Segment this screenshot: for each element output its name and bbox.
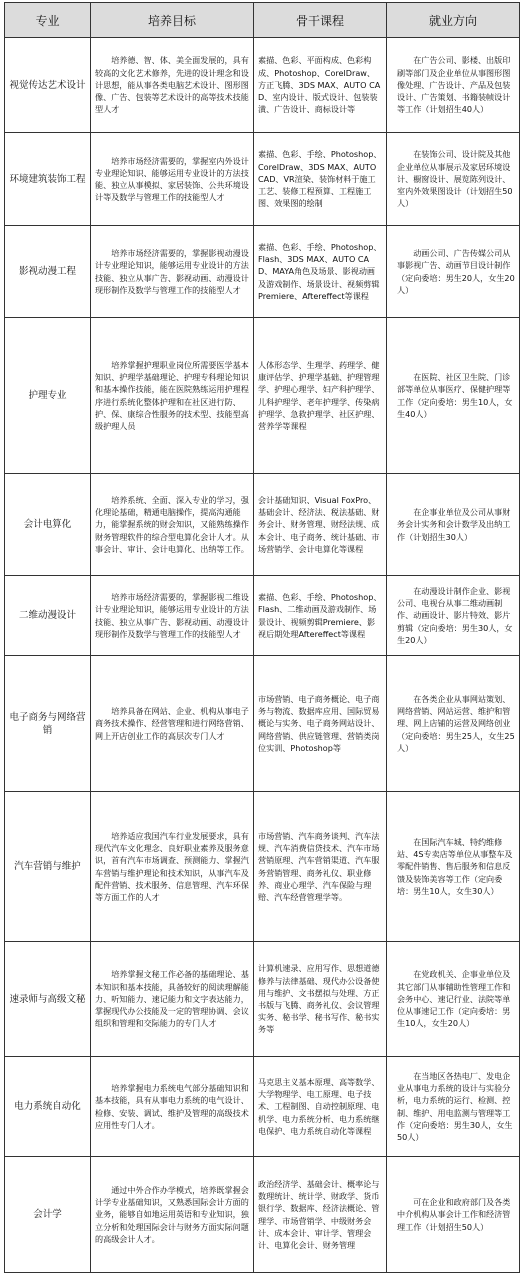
major-name: 环境建筑装饰工程 xyxy=(5,133,91,226)
jobs-text: 在党政机关、企事业单位及其它部门从事辅助性管理工作和会务中心、速记行业、法院等单位从事速记工作（定向委培：男生10人，女生20人） xyxy=(387,942,520,1057)
courses-text: 市场营销、电子商务概论、电子商务与物流、数据库应用、国际贸易概论与实务、电子商务网站设计、网络营销、供应链管理、营销类岗位实训、Photoshop等 xyxy=(254,656,387,792)
goal-text: 培养市场经济需要的，掌握室内外设计专业理论知识、能够运用专业设计的方法技能、独立从事模拟、家居装饰、公共环境设计等及数学与管理工作的技能型人才 xyxy=(91,133,254,226)
table-row xyxy=(5,1157,520,1273)
goal-text: 培养市场经济需要的，掌握影视动漫设计专业理论知识，能够运用专业设计的方法技能、独立从事广告、影视动画、动漫设计现形制作及数学与管理工作的技能型人才 xyxy=(91,226,254,318)
goal-text: 培养掌握护理职业岗位所需要医学基本知识、护理学基础理论、护理专科理论知识和基本操作技能，能在医院熟练运用护理程序进行系统化整体护理和在社区进行防、护、保、康综合性服务的技术型、技能型高级护理人员 xyxy=(91,318,254,474)
major-name: 二维动漫设计 xyxy=(5,576,91,656)
table-row xyxy=(5,942,520,1057)
header-major: 专业 xyxy=(5,3,91,38)
major-name: 影视动漫工程 xyxy=(5,226,91,318)
jobs-text: 在动漫设计制作企业、影视公司、电视台从事二维动画制作、动画设计、影片特效、影片剪辑（定向委培：男生30人，女生20人） xyxy=(387,576,520,656)
header-jobs: 就业方向 xyxy=(387,3,520,38)
jobs-text: 在当地区各热电厂、发电企业从事电力系统的设计与实验分析，电力系统的运行、检测、控制、维护、用电监测与管理等工作（定向委培：男生30人，女生50人） xyxy=(387,1057,520,1157)
goal-text: 培养德、智、体、美全面发展的，具有较高的文化艺术修养，先进的设计理念和设计思想，能从事各类电脑艺术设计、图形图像、广告、包装等艺术设计的高等技术技能型人才 xyxy=(91,38,254,133)
jobs-text: 在医院、社区卫生院、门诊部等单位从事医疗、保健护理等工作（定向委培：男生10人，女生40人） xyxy=(387,318,520,474)
major-name: 会计电算化 xyxy=(5,474,91,576)
major-name: 视觉传达艺术设计 xyxy=(5,38,91,133)
table-row xyxy=(5,474,520,576)
table-row xyxy=(5,318,520,474)
goal-text: 培养适应我国汽车行业发展要求，具有现代汽车文化理念、良好职业素养及服务意识，首有汽车市场调查、预测能力、掌握汽车营销与维护理论和技术知识，从事汽车及配件营销、技术服务、信息管理、汽车环保等方面工作的人才 xyxy=(91,792,254,942)
header-row xyxy=(5,3,520,38)
jobs-text: 在企事业单位及公司从事财务会计实务和会计数学及出纳工作（计划招生30人） xyxy=(387,474,520,576)
courses-text: 政治经济学、基础会计、概率论与数理统计、统计学、财政学、货币银行学、数据库、经济法概论、管理学、市场营销学、中级财务会计、成本会计、审计学、管理会计、电算化会计、财务管理 xyxy=(254,1157,387,1273)
courses-text: 素描、色彩、手绘、Photoshop、CorelDraw、3DS MAX、AUTO CAD、VR渲染、装饰材料于施工工艺、装修工程预算、工程施工图、效果图的绘制 xyxy=(254,133,387,226)
courses-text: 素描、色彩、手绘、Photoshop、Flash、二维动画及游戏制作、场景设计、视频剪辑Premiere、影视后期处理Aftereffect等课程 xyxy=(254,576,387,656)
major-name: 会计学 xyxy=(5,1157,91,1273)
jobs-text: 在国际汽车城、特约维修站、4S专卖店等单位从事整车及零配件销售、售后服务和信息反馈及装饰美容等工作（定向委培：男生10人，女生30人） xyxy=(387,792,520,942)
major-name: 电子商务与网络营销 xyxy=(5,656,91,792)
jobs-text: 在装饰公司、设计院及其他企业单位从事展示及家居环境设计、橱窗设计、展览陈列设计、室内外效果图设计（计划招生50人） xyxy=(387,133,520,226)
major-name: 电力系统自动化 xyxy=(5,1057,91,1157)
jobs-text: 动画公司、广告传媒公司从事影视广告、动画节目设计制作（定向委培：男生20人，女生20人） xyxy=(387,226,520,318)
goal-text: 通过中外合作办学模式，培养既掌握会计学专业基础知识，又熟悉国际会计方面的业务，能够自如地运用英语和专业知识，独立分析和处理国际会计与财务方面实际问题的高级会计人才。 xyxy=(91,1157,254,1273)
table-row xyxy=(5,38,520,133)
courses-text: 马克思主义基本原理、高等数学、大学物理学、电工原理、电子技术、工程制图、自动控制原理、电机学、电力系统分析、电力系统继电保护、电力系统自动化等课程 xyxy=(254,1057,387,1157)
table-row xyxy=(5,656,520,792)
courses-text: 市场营销、汽车商务谈判、汽车法规、汽车消费信贷技术、汽车市场营销原理、汽车营销渠道、汽车服务营销管理、商务礼仪、职业修养、商业心理学、汽车保险与理赔、汽车经营管理学等。 xyxy=(254,792,387,942)
header-courses: 骨干课程 xyxy=(254,3,387,38)
table-row xyxy=(5,133,520,226)
table-row xyxy=(5,576,520,656)
courses-text: 素描、色彩、平面构成、色彩构成、Photoshop、CorelDraw、方正飞腾、3DS MAX、AUTO CAD、室内设计、版式设计、包装装潢、广告设计、商标设计等 xyxy=(254,38,387,133)
jobs-text: 在广告公司、影楼、出版印刷等部门及企业单位从事图形图像处理、广告设计、产品及包装设计、广告策划、书籍装帧设计等工作（计划招生40人） xyxy=(387,38,520,133)
goal-text: 培养系统、全面、深入专业的学习，强化理论基础，精通电脑操作，提高沟通能力，能掌握系统的财会知识，又能熟练操作财务管理软件的综合型电算化会计人才。从事会计、审计、会计电算化、出纳等工作。 xyxy=(91,474,254,576)
major-name: 汽车营销与维护 xyxy=(5,792,91,942)
courses-text: 人体形态学、生理学、药理学、健康评估学、护理学基础、护理管理学、护理心理学、妇产科护理学、儿科护理学、老年护理学、传染病护理学、急救护理学、社区护理、营养学等课程 xyxy=(254,318,387,474)
courses-text: 会计基础知识、Visual FoxPro、基础会计、经济法、税法基础、财务会计、财务管理、财经法规、成本会计、电子商务、统计基础、市场营销学、会计电算化等课程 xyxy=(254,474,387,576)
courses-text: 计算机速录、应用写作、思想道德修养与法律基础、现代办公设备使用与维护、文书摆拟与处理、方正书版与飞腾、商务礼仪、会议管理实务、秘书学、秘书写作、秘书实务等 xyxy=(254,942,387,1057)
header-goal: 培养目标 xyxy=(91,3,254,38)
major-name: 护理专业 xyxy=(5,318,91,474)
majors-table xyxy=(4,2,520,1273)
jobs-text: 可在企业和政府部门及各类中介机构从事会计工作和经济管理工作（计划招生50人） xyxy=(387,1157,520,1273)
goal-text: 培养掌握文秘工作必备的基础理论、基本知识和基本技能，具备较好的阅读理解能力、听知能力、速记能力和文字表达能力，掌握现代办公技能及一定的管理协调、会议组织和管理和交际能力的专门人才 xyxy=(91,942,254,1057)
goal-text: 培养具备在网站、企业、机构从事电子商务技术操作、经营管理和进行网络营销、网上开店创业工作的高层次专门人才 xyxy=(91,656,254,792)
major-name: 速录师与高级文秘 xyxy=(5,942,91,1057)
goal-text: 培养掌握电力系统电气部分基础知识和基本技能，具有从事电力系统的电气设计、检修、安装、调试、维护及管理的高级技术应用性专门人才。 xyxy=(91,1057,254,1157)
table-row xyxy=(5,1057,520,1157)
goal-text: 培养市场经济需要的，掌握影视二维设计专业理论知识，能够运用专业设计的方法技能、独立从事广告、影视动画、动漫设计现形制作及数学与管理工作的技能型人才 xyxy=(91,576,254,656)
courses-text: 素描、色彩、手绘、Photoshop、Flash、3DS MAX、AUTO CAD、MAYA角色及场景、影视动画及游戏制作、场景设计、视频剪辑Premiere、Aftereffect等课程 xyxy=(254,226,387,318)
table-row xyxy=(5,792,520,942)
jobs-text: 在各类企业从事网站策划、网络营销、网站运营、维护和管理、网上店铺的运营及网络创业（定向委培：男生25人，女生25人） xyxy=(387,656,520,792)
table-row xyxy=(5,226,520,318)
